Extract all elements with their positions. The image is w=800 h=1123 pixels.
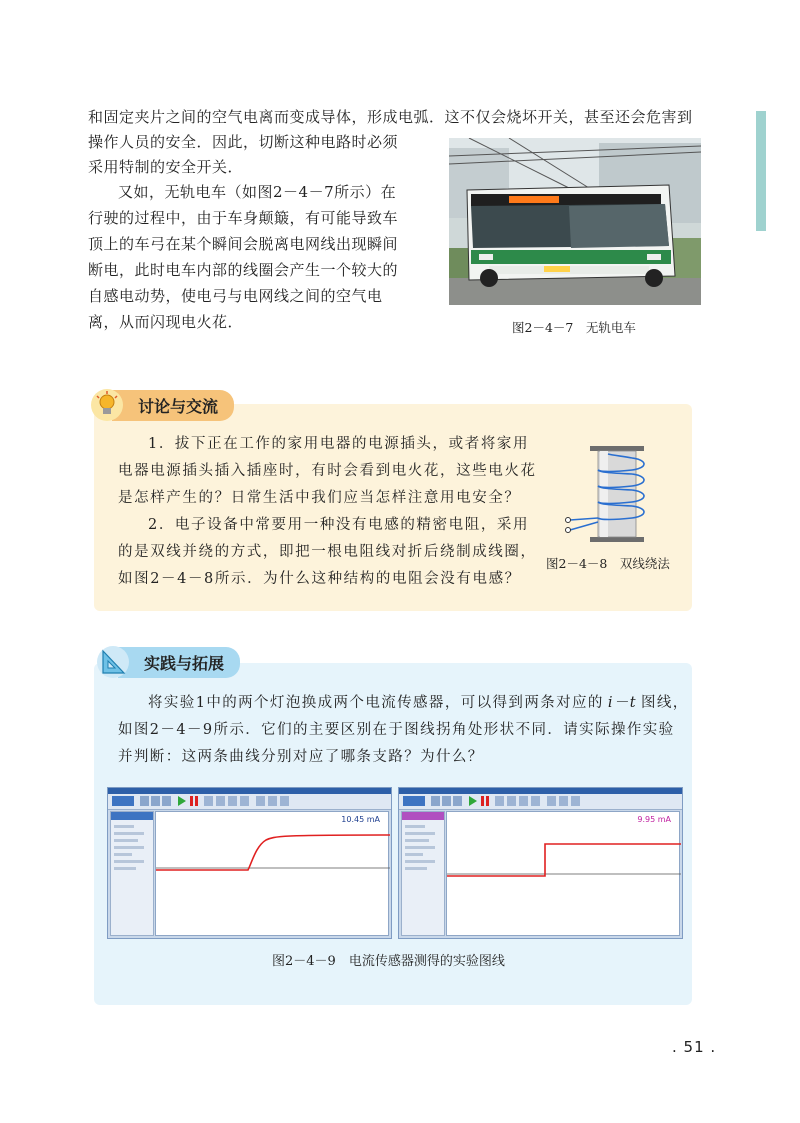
tool-icon[interactable] — [240, 796, 249, 806]
play-icon[interactable] — [178, 796, 186, 806]
settings-panel — [110, 811, 154, 936]
tool-icon[interactable] — [495, 796, 504, 806]
setting-row[interactable] — [114, 825, 134, 828]
channel-tab[interactable] — [402, 812, 444, 820]
body-line: 采用特制的安全开关． — [88, 158, 244, 176]
setting-row[interactable] — [405, 839, 429, 842]
wave-icon[interactable] — [151, 796, 160, 806]
current-readout: 9.95 mA — [637, 815, 671, 824]
toolbar — [108, 794, 391, 810]
wave-icon[interactable] — [140, 796, 149, 806]
it-variable: i－t — [607, 695, 637, 711]
body-line: 和固定夹片之间的空气电离而变成导体，形成电弧．这不仅会烧坏开关，甚至还会危害到 — [88, 108, 693, 126]
current-plot — [155, 811, 389, 936]
practice-line-text: 图线， — [641, 695, 689, 711]
pause-icon[interactable] — [481, 796, 484, 806]
setting-row[interactable] — [405, 832, 435, 835]
wave-icon[interactable] — [442, 796, 451, 806]
figure-caption: 图2－4－8 双线绕法 — [546, 556, 670, 571]
discussion-line: 的是双线并绕的方式，即把一根电阻线对折后绕制成线圈， — [118, 544, 537, 560]
body-line: 顶上的车弓在某个瞬间会脱离电网线出现瞬间 — [88, 235, 399, 253]
tool-icon[interactable] — [571, 796, 580, 806]
tool-icon[interactable] — [268, 796, 277, 806]
body-line: 又如，无轨电车（如图2－4－7所示）在 — [118, 183, 397, 201]
practice-line-text: 将实验1中的两个灯泡换成两个电流传感器，可以得到两条对应的 — [148, 695, 604, 711]
tool-icon[interactable] — [507, 796, 516, 806]
body-line: 自感电动势，使电弓与电网线之间的空气电 — [88, 287, 383, 305]
body-line: 离，从而闪现电火花． — [88, 313, 244, 331]
play-icon[interactable] — [469, 796, 477, 806]
pause-icon[interactable] — [190, 796, 193, 806]
setting-row[interactable] — [405, 846, 435, 849]
setting-row[interactable] — [114, 860, 144, 863]
practice-line: 如图2－4－9所示．它们的主要区别在于图线拐角处形状不同．请实际操作实验 — [118, 722, 675, 738]
figure-caption: 图2－4－7 无轨电车 — [512, 320, 636, 335]
setting-row[interactable] — [405, 860, 435, 863]
practice-line — [148, 690, 689, 717]
discussion-line: 1．拔下正在工作的家用电器的电源插头，或者将家用 — [148, 436, 530, 452]
practice-header — [96, 645, 240, 679]
tool-icon[interactable] — [204, 796, 213, 806]
toolbar — [399, 794, 682, 810]
wave-icon[interactable] — [453, 796, 462, 806]
mode-button[interactable] — [403, 796, 425, 806]
tool-icon[interactable] — [280, 796, 289, 806]
practice-title: 实践与拓展 — [118, 647, 240, 678]
sensor-software-screenshot-left — [107, 787, 392, 939]
triangle-ruler-icon — [96, 645, 130, 679]
body-line: 行驶的过程中，由于车身颠簸，有可能导致车 — [88, 209, 399, 227]
sensor-software-screenshot-right — [398, 787, 683, 939]
setting-row[interactable] — [405, 867, 427, 870]
discussion-line: 电器电源插头插入插座时，有时会看到电火花，这些电火花 — [118, 463, 537, 479]
tool-icon[interactable] — [519, 796, 528, 806]
wave-icon[interactable] — [431, 796, 440, 806]
setting-row[interactable] — [114, 853, 132, 856]
body-line: 断电，此时电车内部的线圈会产生一个较大的 — [88, 261, 399, 279]
figure-caption: 图2－4－9 电流传感器测得的实验图线 — [272, 954, 505, 969]
setting-row[interactable] — [114, 839, 138, 842]
tool-icon[interactable] — [531, 796, 540, 806]
chapter-side-tab — [756, 111, 766, 231]
tool-icon[interactable] — [216, 796, 225, 806]
setting-row[interactable] — [114, 867, 136, 870]
pause-icon[interactable] — [486, 796, 489, 806]
side-mark-top — [757, 240, 766, 285]
bifilar-coil-diagram — [560, 440, 660, 548]
tool-icon[interactable] — [559, 796, 568, 806]
setting-row[interactable] — [114, 832, 144, 835]
setting-row[interactable] — [405, 825, 425, 828]
side-mark-bottom — [757, 285, 766, 330]
trolleybus-photo — [449, 138, 701, 305]
lightbulb-icon — [90, 388, 124, 422]
practice-line: 并判断：这两条曲线分别对应了哪条支路？为什么？ — [118, 749, 484, 765]
discussion-header — [90, 388, 234, 422]
current-readout: 10.45 mA — [341, 815, 380, 824]
tool-icon[interactable] — [228, 796, 237, 806]
discussion-title: 讨论与交流 — [112, 390, 234, 421]
setting-row[interactable] — [405, 853, 423, 856]
discussion-line: 2．电子设备中常要用一种没有电感的精密电阻，采用 — [148, 517, 530, 533]
current-plot — [446, 811, 680, 936]
channel-tab[interactable] — [111, 812, 153, 820]
mode-button[interactable] — [112, 796, 134, 806]
wave-icon[interactable] — [162, 796, 171, 806]
discussion-line: 是怎样产生的？日常生活中我们应当怎样注意用电安全？ — [118, 490, 521, 506]
tool-icon[interactable] — [547, 796, 556, 806]
body-line: 操作人员的安全．因此，切断这种电路时必须 — [88, 133, 399, 151]
page-number: . 51 . — [672, 1038, 717, 1056]
settings-panel — [401, 811, 445, 936]
pause-icon[interactable] — [195, 796, 198, 806]
setting-row[interactable] — [114, 846, 144, 849]
discussion-line: 如图2－4－8所示．为什么这种结构的电阻会没有电感？ — [118, 571, 521, 587]
tool-icon[interactable] — [256, 796, 265, 806]
